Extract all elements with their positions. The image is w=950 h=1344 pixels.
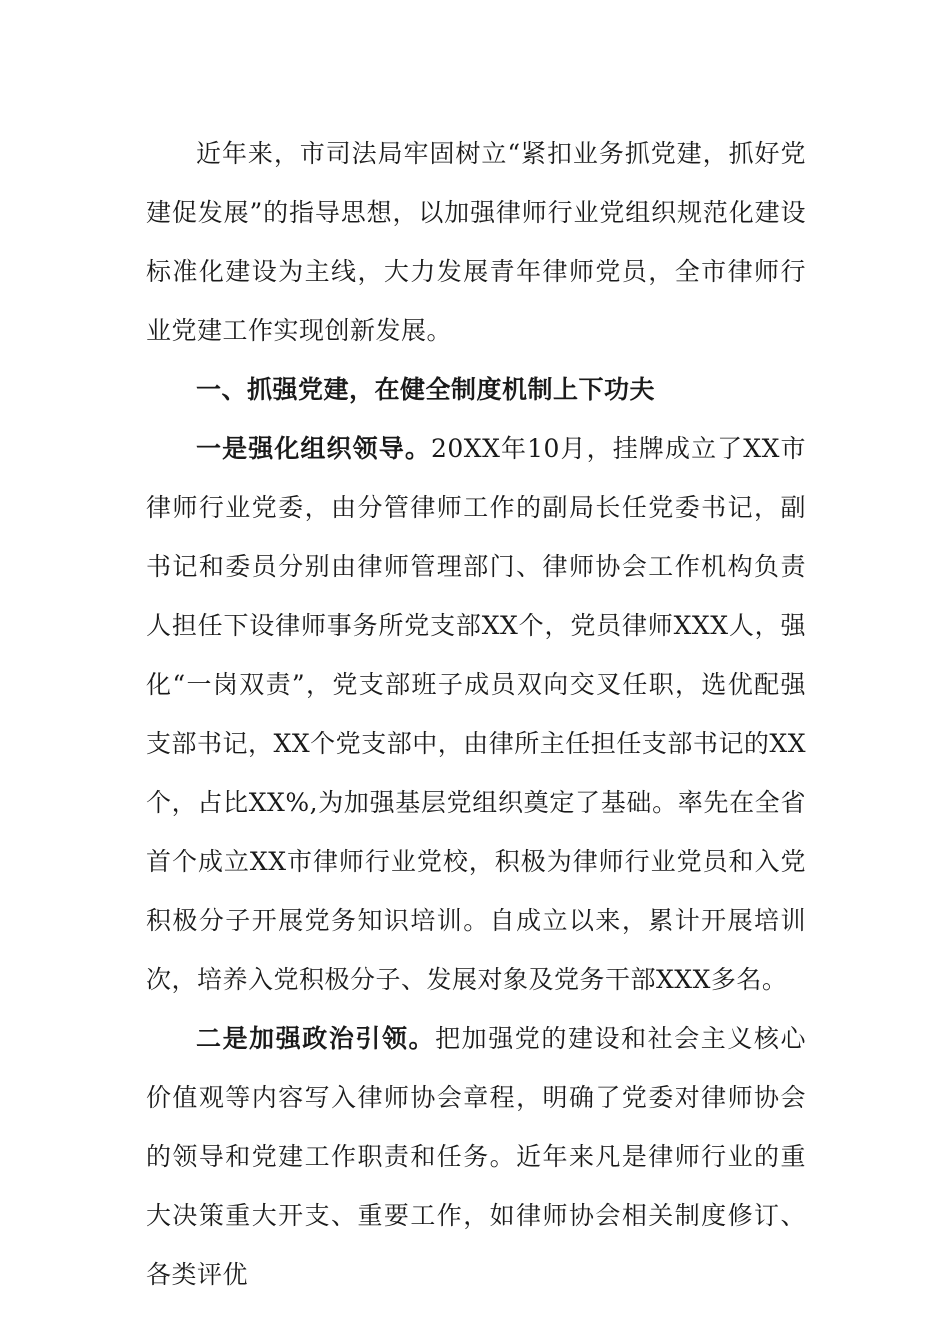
section-heading: 一、抓强党建，在健全制度机制上下功夫	[196, 375, 656, 404]
paragraph-organization-leadership	[146, 419, 806, 1009]
paragraph-political-guidance	[146, 1009, 806, 1304]
paragraph-lead: 一是强化组织领导。	[196, 434, 431, 463]
document-page	[146, 124, 806, 1304]
paragraph-body: 20XX年10月，挂牌成立了XX市律师行业党委，由分管律师工作的副局长任党委书记，副书记和委员分别由律师管理部门、律师协会工作机构负责人担任下设律师事务所党支部XX个，党员律师XXX人，强化“一岗双责”，党支部班子成员双向交叉任职，选优配强支部书记，XX个党支部中，由律所主任担任支部书记的XX个，占比XX%,为加强基层党组织奠定了基础。率先在全省首个成立XX市律师行业党校，积极为律师行业党员和入党积极分子开展党务知识培训。自成立以来，累计开展培训次，培养入党积极分子、发展对象及党务干部XXX多名。	[146, 434, 806, 994]
paragraph-body: 把加强党的建设和社会主义核心价值观等内容写入律师协会章程，明确了党委对律师协会的领导和党建工作职责和任务。近年来凡是律师行业的重大决策重大开支、重要工作，如律师协会相关制度修订、各类评优	[146, 1024, 806, 1289]
paragraph-lead: 二是加强政治引领。	[196, 1024, 436, 1053]
intro-paragraph: 近年来，市司法局牢固树立“紧扣业务抓党建，抓好党建促发展”的指导思想，以加强律师行业党组织规范化建设标准化建设为主线，大力发展青年律师党员，全市律师行业党建工作实现创新发展。	[146, 139, 806, 345]
